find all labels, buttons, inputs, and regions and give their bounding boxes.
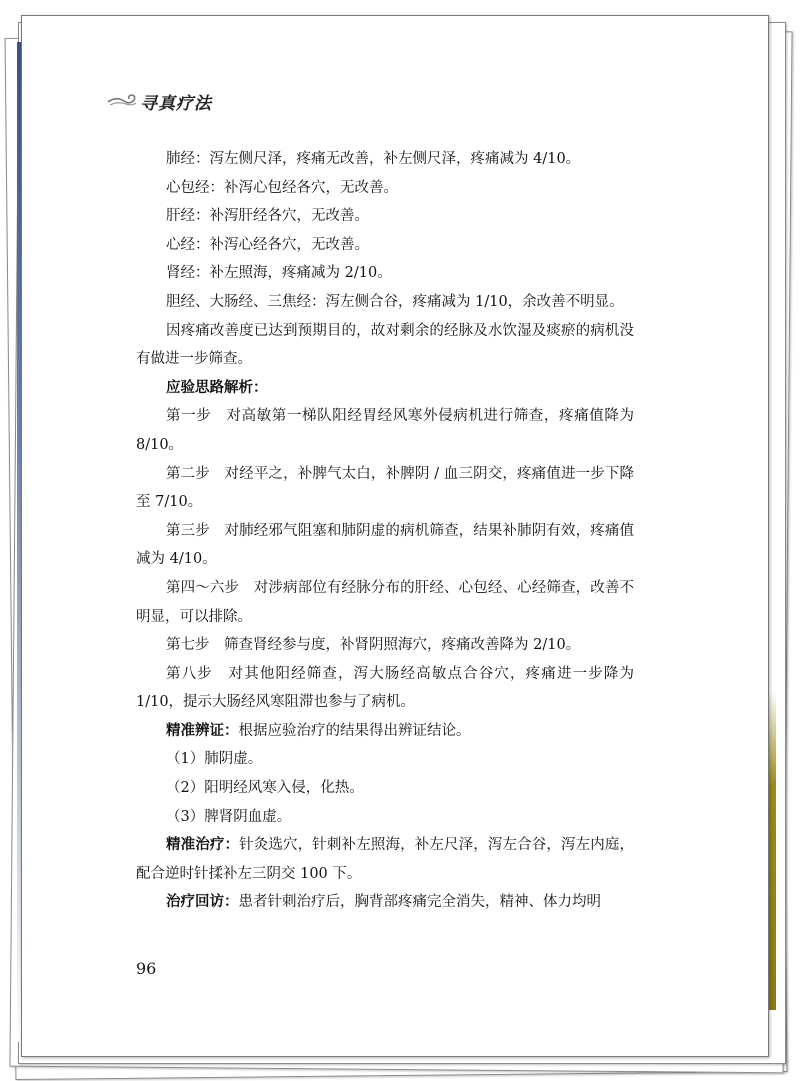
paragraph-text: 第四～六步 对涉病部位有经脉分布的肝经、心包经、心经筛查，改善不明显，可以排除。 [136,579,634,625]
paragraph-heading: 应验思路解析： [166,378,268,396]
gold-edge-strip [768,690,776,1010]
paragraph [136,145,634,174]
paragraph-text: 第八步 对其他阳经筛查，泻大肠经高敏点合谷穴，疼痛进一步降为 1/10，提示大肠经风寒阻滞也参与了病机。 [136,665,634,711]
paragraph-text: （1）肺阴虚。 [166,751,263,768]
paragraph-text: 心经：补泻心经各穴，无改善。 [166,236,369,253]
paragraph-heading: 治疗回访： [166,893,239,911]
paragraph [136,831,634,888]
paragraph-text: 根据应验治疗的结果得出辨证结论。 [238,722,471,739]
paragraph-heading: 精准治疗： [166,836,240,854]
running-header [106,89,212,114]
body-text [136,145,634,917]
paragraph [136,288,634,317]
paragraph-text: 第三步 对肺经邪气阻塞和肺阴虚的病机筛查，结果补肺阴有效，疼痛值减为 4/10。 [136,522,634,568]
paragraph [136,803,634,832]
paragraph [136,317,634,374]
paragraph [136,231,634,260]
paragraph [136,174,634,203]
paragraph-text: 胆经、大肠经、三焦经：泻左侧合谷，疼痛减为 1/10，余改善不明显。 [166,293,624,310]
paragraph [136,745,634,774]
paragraph [136,202,634,231]
paragraph-text: （3）脾肾阴血虚。 [166,808,292,825]
paragraph-text: 肺经：泻左侧尺泽，疼痛无改善，补左侧尺泽，疼痛减为 4/10。 [166,151,581,167]
paragraph-text: 肝经：补泻肝经各穴，无改善。 [166,208,369,225]
paragraph [136,517,634,574]
paragraph-text: 患者针刺治疗后，胸背部疼痛完全消失，精神、体力均明 [238,894,601,911]
paragraph [136,574,634,631]
book-page [21,15,769,1057]
paragraph-text: 肾经：补左照海，疼痛减为 2/10。 [166,265,392,282]
paragraph-text: 第一步 对高敏第一梯队阳经胃经风寒外侵病机进行筛查，疼痛值降为 8/10。 [136,408,634,453]
paragraph [136,374,634,403]
paragraph [136,402,634,459]
paragraph-text: 因疼痛改善度已达到预期目的，故对剩余的经脉及水饮湿及痰瘀的病机没有做进一步筛查。 [136,322,634,368]
paragraph-text: 心包经：补泻心包经各穴，无改善。 [166,179,398,196]
paragraph-text: 第二步 对经平之，补脾气太白，补脾阴 / 血三阴交，疼痛值进一步下降至 7/10。 [136,465,634,511]
paragraph [136,888,634,917]
cloud-swirl-icon [106,92,138,112]
paragraph-text: 第七步 筛查肾经参与度，补肾阴照海穴，疼痛改善降为 2/10。 [166,637,581,654]
paragraph-heading: 精准辨证： [166,721,239,739]
paragraph [136,631,634,660]
paragraph [136,774,634,803]
paragraph-text: （2）阳明经风寒入侵，化热。 [166,780,364,797]
header-title: 寻真疗法 [140,94,212,114]
paragraph [136,717,634,746]
paragraph [136,660,634,717]
paragraph-text: 针灸选穴，针刺补左照海，补左尺泽，泻左合谷，泻左内庭，配合逆时针揉补左三阴交 100 下。 [136,837,635,882]
paragraph [136,460,634,517]
paragraph [136,259,634,288]
page-number: 96 [136,959,157,978]
